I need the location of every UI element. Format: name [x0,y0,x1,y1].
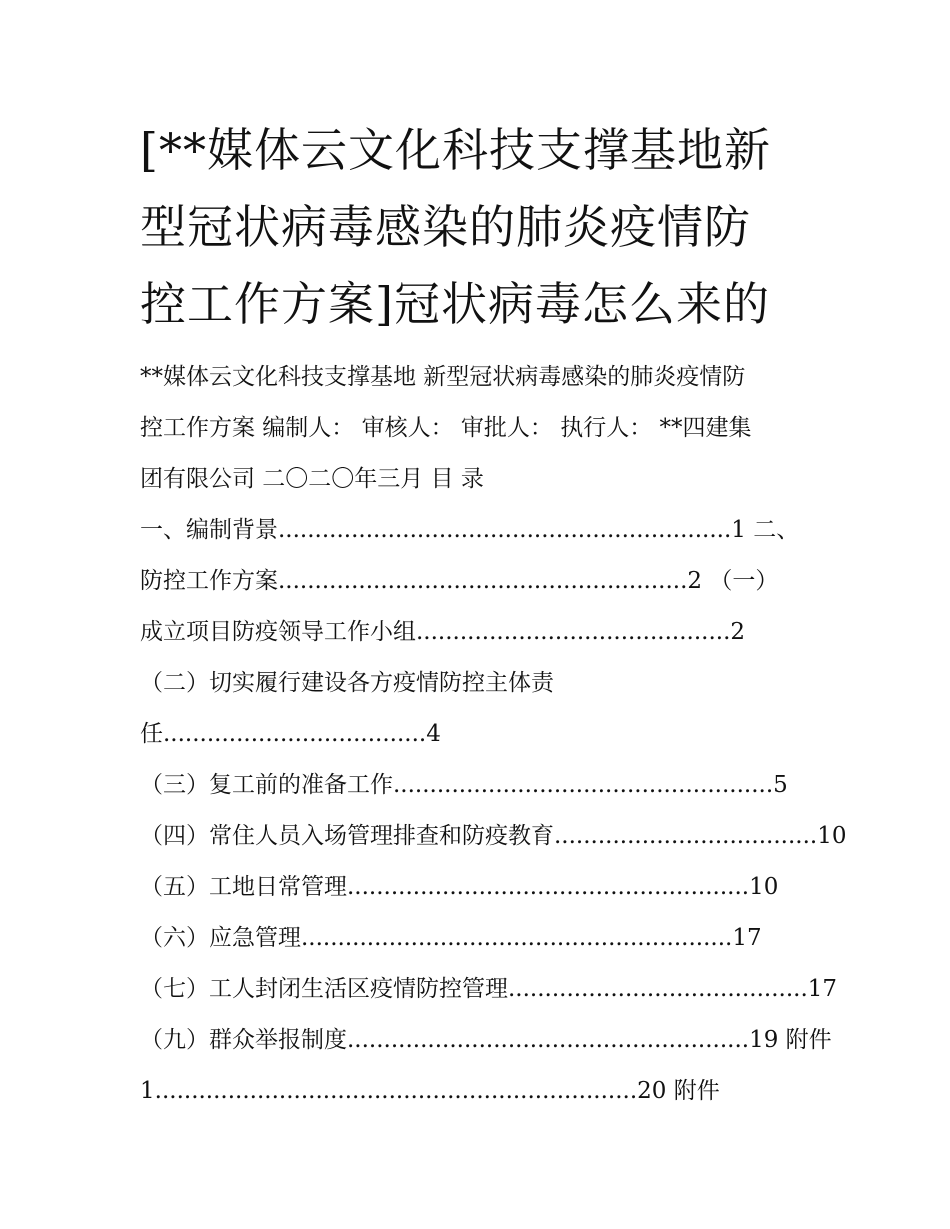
toc-line: （二）切实履行建设各方疫情防控主体责 [140,670,554,696]
toc-line: （五）工地日常管理.......................................................10 [140,874,779,900]
toc-line: （四）常住人员入场管理排查和防疫教育....................................10 [140,823,847,849]
document-title [140,112,820,343]
body-line: 控工作方案 编制人： 审核人： 审批人： 执行人： **四建集 [140,415,752,441]
toc-line: 成立项目防疫领导工作小组...........................................2 [140,619,746,645]
toc-line: 任....................................4 [140,721,441,747]
toc-line: 防控工作方案........................................................2 （一） [140,568,779,594]
toc-line: 1..................................................................20 附件 [140,1078,720,1104]
toc-line: （三）复工前的准备工作....................................................5 [140,772,788,798]
title-line: 控工作方案]冠状病毒怎么来的 [140,277,770,331]
body-line: 团有限公司 二〇二〇年三月 目 录 [140,466,484,492]
toc-line: （七）工人封闭生活区疫情防控管理.........................................17 [140,976,838,1002]
toc-line: （九）群众举报制度.......................................................19 附件 [140,1027,832,1053]
body-line: **媒体云文化科技支撑基地 新型冠状病毒感染的肺炎疫情防 [140,364,746,390]
toc-line: 一、编制背景..............................................................1 二、 [140,517,800,543]
toc-line: （六）应急管理...........................................................17 [140,925,762,951]
title-line: [**媒体云文化科技支撑基地新 [140,123,771,177]
title-line: 型冠状病毒感染的肺炎疫情防 [140,200,751,254]
document-body [140,352,847,1117]
